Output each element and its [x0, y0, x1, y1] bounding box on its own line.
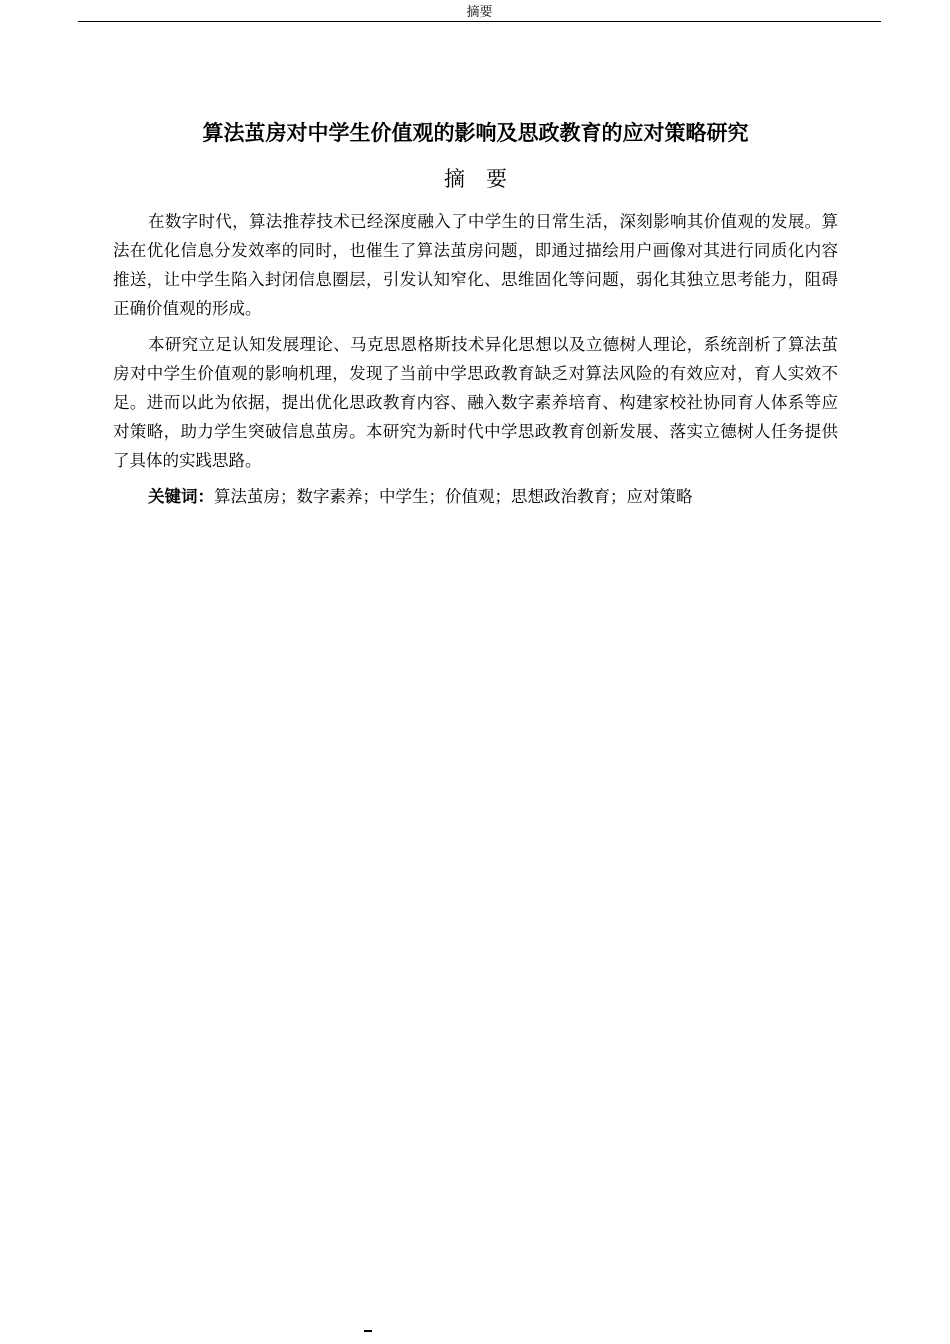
- abstract-paragraph-2: 本研究立足认知发展理论、马克思恩格斯技术异化思想以及立德树人理论，系统剖析了算法茧房对中学生价值观的影响机理，发现了当前中学思政教育缺乏对算法风险的有效应对，育人实效不足。进而以此为依据，提出优化思政教育内容、融入数字素养培育、构建家校社协同育人体系等应对策略，助力学生突破信息茧房。本研究为新时代中学思政教育创新发展、落实立德树人任务提供了具体的实践思路。: [113, 335, 838, 470]
- running-header: 摘要: [466, 5, 493, 20]
- page-edge-mark: [364, 1330, 372, 1335]
- abstract-body: [113, 207, 838, 518]
- header-rule: [78, 21, 881, 22]
- keywords-line: [113, 482, 838, 511]
- abstract-paragraph-1: 在数字时代，算法推荐技术已经深度融入了中学生的日常生活，深刻影响其价值观的发展。算法在优化信息分发效率的同时，也催生了算法茧房问题，即通过描绘用户画像对其进行同质化内容推送，让中学生陷入封闭信息圈层，引发认知窄化、思维固化等问题，弱化其独立思考能力，阻碍正确价值观的形成。: [113, 212, 838, 318]
- keywords-text: 算法茧房；数字素养；中学生；价值观；思想政治教育；应对策略: [214, 487, 693, 506]
- document-title: 算法茧房对中学生价值观的影响及思政教育的应对策略研究: [202, 121, 749, 145]
- abstract-heading: 摘要: [444, 167, 528, 191]
- keywords-label: 关键词：: [148, 487, 214, 506]
